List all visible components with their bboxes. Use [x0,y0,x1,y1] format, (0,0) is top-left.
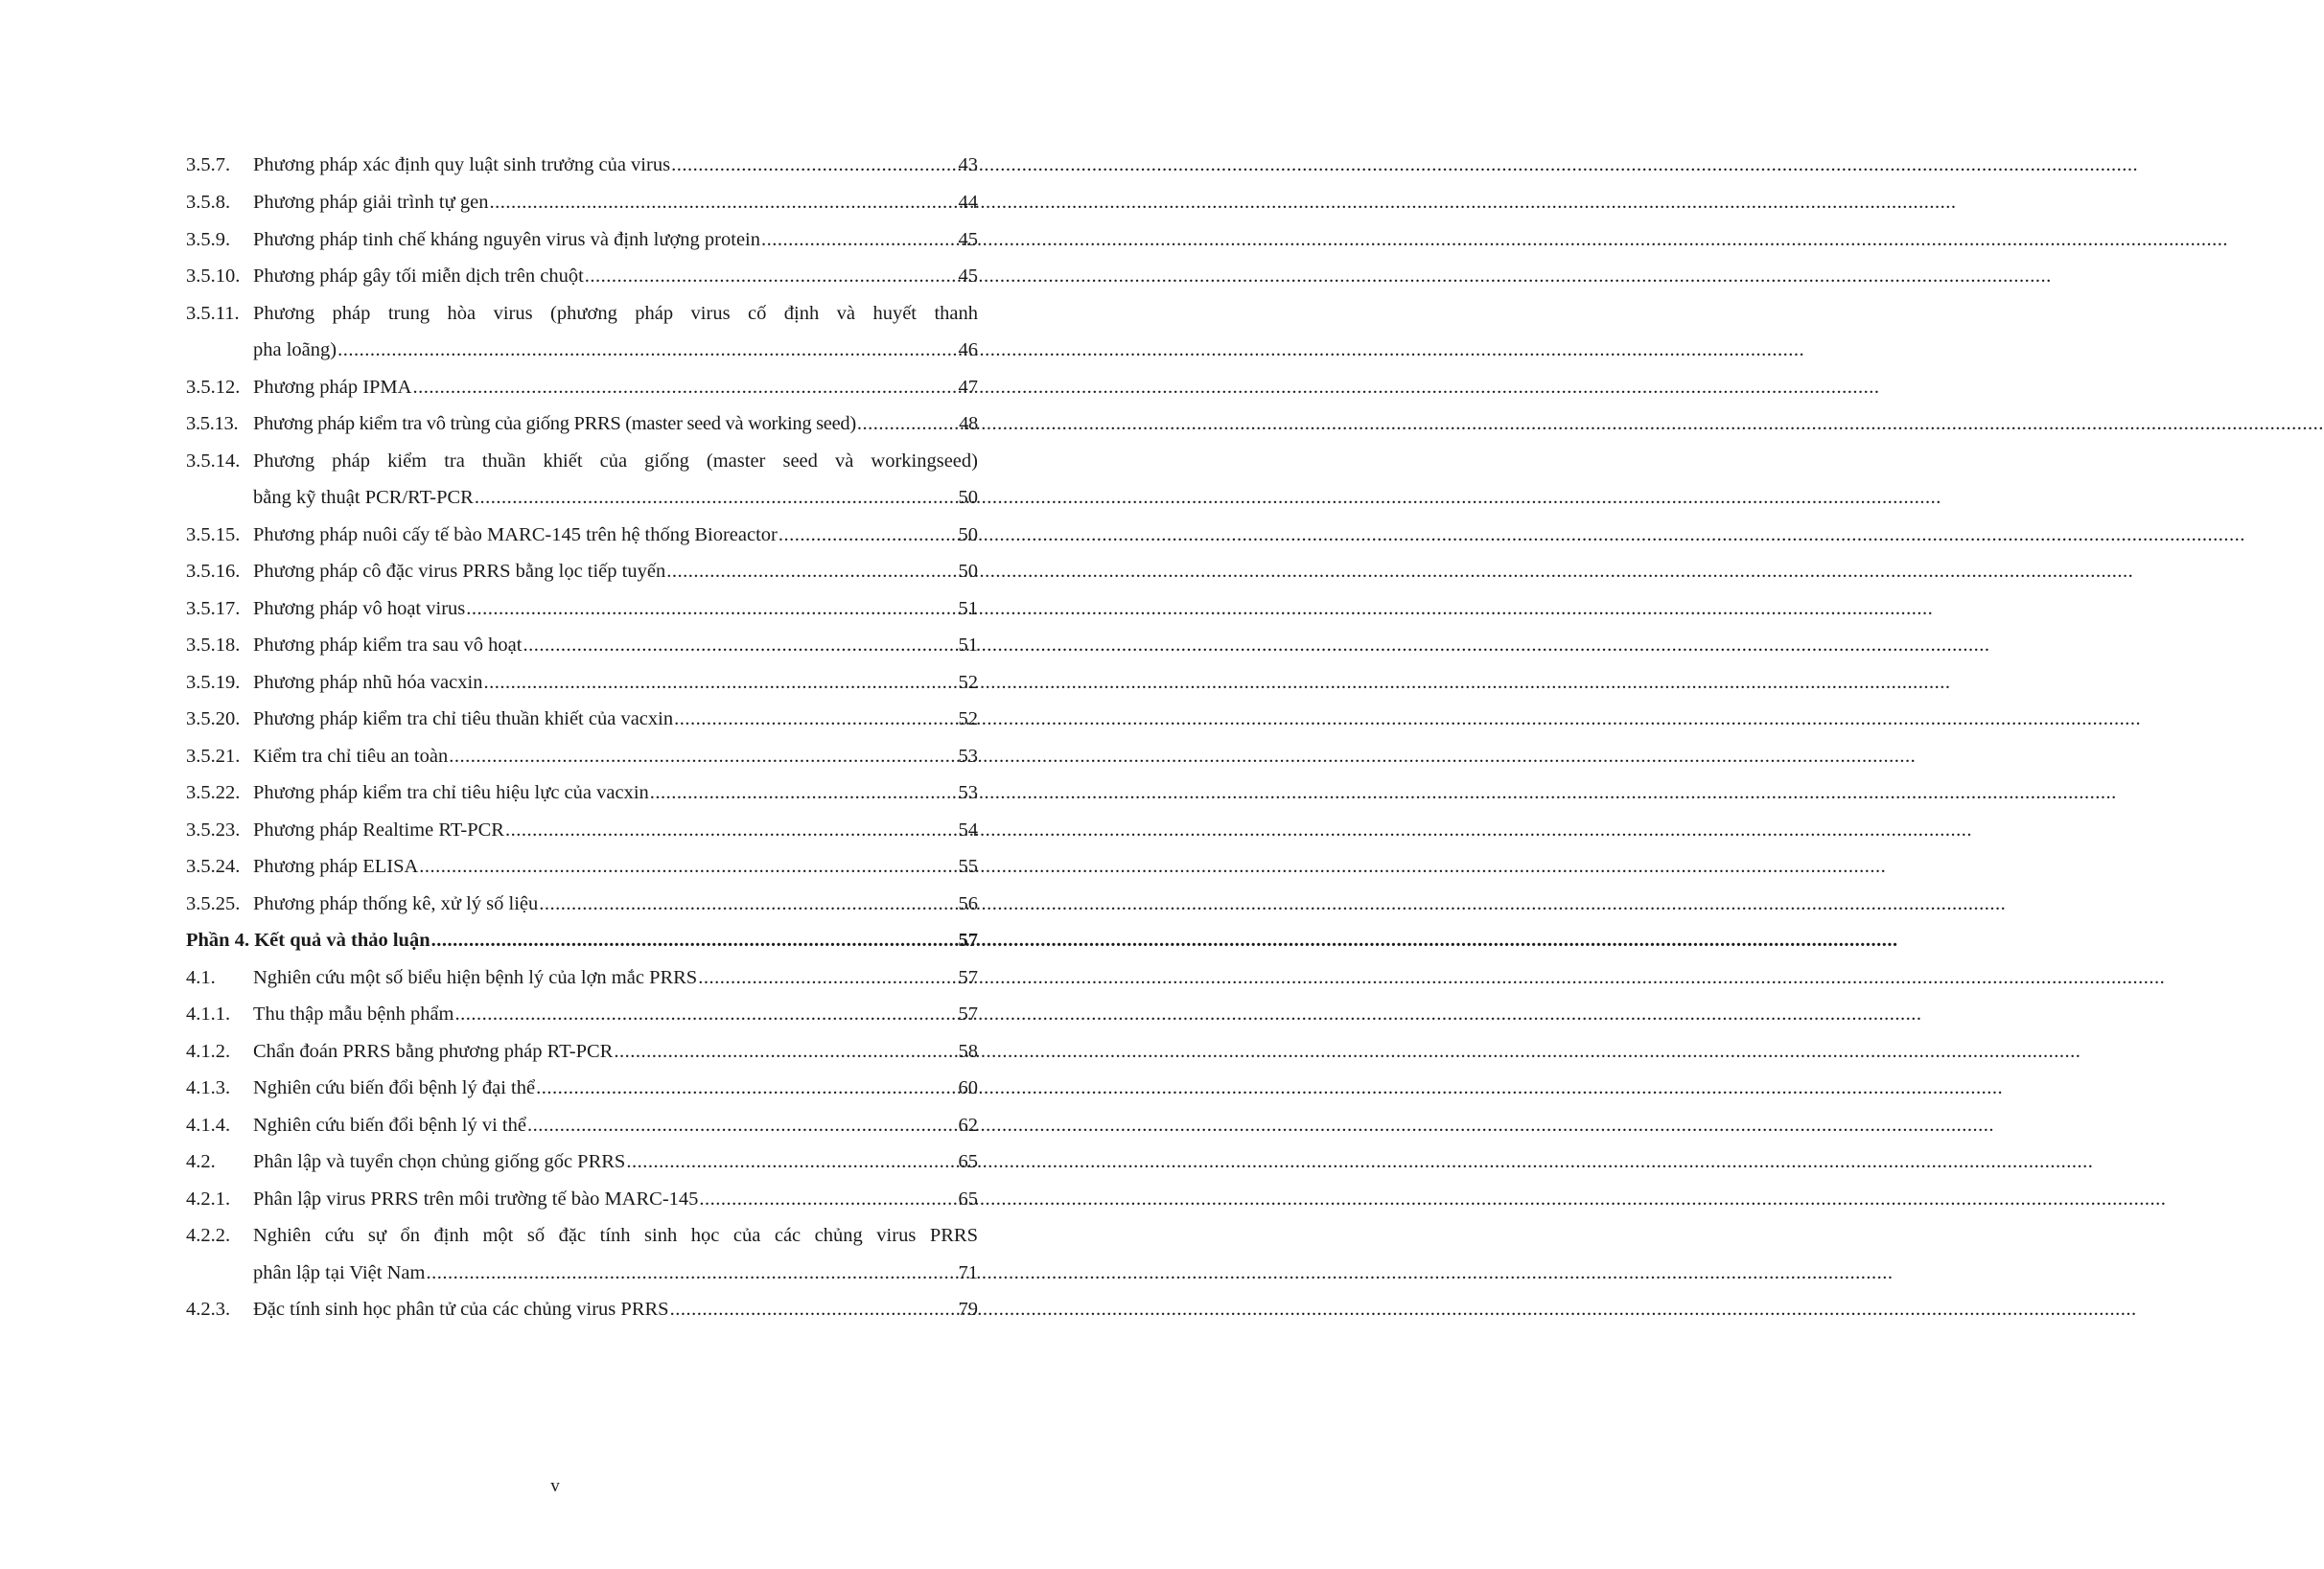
toc-leader-dots [455,1001,956,1027]
toc-entry-title-continuation: bằng kỹ thuật PCR/RT-PCR [253,487,474,508]
toc-entry-number: 3.5.8. [186,192,231,213]
toc-entry-number: 3.5.21. [186,746,241,767]
toc-entry-title: Phương pháp xác định quy luật sinh trưởng của virus [253,154,671,175]
toc-entry-page: 57 [958,930,978,951]
toc-entry-title: Phương pháp kiểm tra chỉ tiêu thuần khiết của vacxin [253,708,674,729]
toc-entry-page: 52 [958,708,978,729]
toc-entry-page: 50 [958,487,978,508]
toc-entry-number: 3.5.11. [186,303,240,324]
toc-entry-title: Nghiên cứu biến đổi bệnh lý vi thể [253,1115,526,1136]
toc-entry-title: Phương pháp kiểm tra vô trùng của giống PRRS (master seed và working seed) [253,413,856,434]
toc-entry-page: 58 [958,1041,978,1062]
toc-entry[interactable] [186,410,978,437]
toc-entry-title: Phương pháp gây tối miễn dịch trên chuột [253,265,584,287]
toc-entry[interactable] [186,1038,978,1065]
toc-entry-title: Phương pháp thống kê, xử lý số liệu [253,893,539,914]
toc-entry-continuation[interactable] [253,336,978,363]
toc-entry-number: 4.1. [186,967,216,988]
toc-entry-title: Phương pháp tinh chế kháng nguyên virus và định lượng protein [253,229,760,250]
toc-leader-dots [431,927,956,954]
toc-entry[interactable] [186,779,978,806]
toc-leader-dots [779,521,956,548]
toc-entry-title: Phương pháp vô hoạt virus [253,598,466,619]
toc-leader-dots [699,1186,956,1212]
toc-entry-number: 4.2.3. [186,1299,231,1320]
toc-entry[interactable] [186,374,978,401]
toc-entry-number: 3.5.19. [186,672,241,693]
toc-entry-page: 79 [958,1299,978,1320]
toc-leader-dots [475,484,956,511]
toc-entry[interactable] [186,521,978,548]
toc-entry-title: Phương pháp giải trình tự gen [253,192,489,213]
toc-entry-page: 45 [958,265,978,287]
toc-entry-page: 57 [958,1004,978,1025]
toc-entry-page: 57 [958,967,978,988]
toc-entry-continuation[interactable] [253,484,978,511]
toc-entry-number: 3.5.15. [186,524,241,545]
toc-leader-dots [857,410,956,437]
toc-entry[interactable] [186,300,978,327]
toc-entry-title: Phương pháp kiểm tra thuần khiết của giống (master seed và workingseed) [253,450,978,472]
toc-entry-title: Chẩn đoán PRRS bằng phương pháp RT-PCR [253,1041,614,1062]
toc-entry-title: Thu thập mẫu bệnh phẩm [253,1004,454,1025]
toc-entry-page: 71 [958,1262,978,1283]
toc-entry-number: 3.5.18. [186,635,241,656]
toc-entry[interactable] [186,1296,978,1323]
toc-entry[interactable] [186,151,978,178]
toc-entry-number: 3.5.23. [186,819,241,841]
toc-entry-title: Phương pháp kiểm tra sau vô hoạt [253,635,523,656]
toc-entry[interactable] [186,189,978,216]
toc-entry-title: Đặc tính sinh học phân tử của các chủng virus PRRS [253,1299,669,1320]
toc-leader-dots [585,263,956,289]
toc-entry-number: 3.5.24. [186,856,241,877]
toc-entry[interactable] [186,1074,978,1101]
toc-leader-dots [337,336,956,363]
toc-entry[interactable] [186,964,978,991]
toc-entry-number: 4.1.1. [186,1004,231,1025]
toc-entry-title: Phần 4. Kết quả và thảo luận [186,930,430,951]
toc-entry-number: 3.5.17. [186,598,241,619]
toc-entry-number: 3.5.25. [186,893,241,914]
toc-leader-dots [674,705,956,732]
toc-leader-dots [626,1148,956,1175]
toc-entry[interactable] [186,890,978,917]
toc-entry-page: 65 [958,1188,978,1210]
toc-entry-page: 46 [958,339,978,360]
toc-entry-number: 4.1.3. [186,1077,231,1098]
toc-entry-page: 53 [958,782,978,803]
toc-entry-page: 65 [958,1151,978,1172]
toc-entry[interactable] [186,226,978,253]
toc-leader-dots [536,1074,956,1101]
toc-leader-dots [698,964,956,991]
toc-entry-title: Phương pháp cô đặc virus PRRS bằng lọc tiếp tuyến [253,561,666,582]
toc-entry-page: 47 [958,377,978,398]
toc-entry-page: 48 [959,413,978,434]
toc-entry-title: Phương pháp nhũ hóa vacxin [253,672,483,693]
toc-entry-number: 3.5.14. [186,450,241,472]
toc-entry-title: Nghiên cứu sự ổn định một số đặc tính sinh học của các chủng virus PRRS [253,1225,978,1246]
toc-entry-number: 4.2.2. [186,1225,231,1246]
toc-leader-dots [539,890,956,917]
toc-entry-number: 4.2. [186,1151,216,1172]
toc-entry-title: Phương pháp IPMA [253,377,412,398]
toc-entry-page: 54 [958,819,978,841]
toc-entry[interactable] [186,595,978,622]
toc-leader-dots [523,632,956,658]
toc-entry[interactable] [186,448,978,474]
toc-leader-dots [426,1259,956,1286]
toc-entry[interactable] [186,1148,978,1175]
toc-entry-page: 53 [958,746,978,767]
toc-entry-page: 55 [958,856,978,877]
toc-entry-page: 44 [958,192,978,213]
toc-entry-number: 3.5.9. [186,229,231,250]
toc-leader-dots [527,1112,956,1139]
toc-entry-title: Nghiên cứu biến đổi bệnh lý đại thể [253,1077,536,1098]
toc-entry-page: 62 [958,1115,978,1136]
toc-entry-page: 60 [958,1077,978,1098]
toc-entry-page: 51 [958,598,978,619]
toc-entry-number: 3.5.20. [186,708,241,729]
toc-entry[interactable] [186,1186,978,1212]
toc-entry[interactable] [186,743,978,770]
toc-leader-dots [449,743,956,770]
toc-entry[interactable] [186,705,978,732]
toc-entry[interactable] [186,1222,978,1249]
toc-entry[interactable] [186,632,978,658]
toc-entry-number: 4.1.4. [186,1115,231,1136]
toc-entry-title: Phân lập và tuyển chọn chủng giống gốc PRRS [253,1151,626,1172]
toc-leader-dots [666,558,956,585]
toc-entry-title: Phương pháp ELISA [253,856,419,877]
toc-leader-dots [489,189,956,216]
toc-leader-dots [650,779,956,806]
table-of-contents [0,0,1110,1569]
toc-leader-dots [412,374,956,401]
toc-entry[interactable] [186,669,978,696]
toc-entry-page: 45 [958,229,978,250]
toc-entry[interactable] [186,1001,978,1027]
toc-leader-dots [483,669,956,696]
toc-entry-title-continuation: pha loãng) [253,339,337,360]
toc-entry-page: 50 [958,524,978,545]
toc-leader-dots [505,817,956,843]
toc-entry[interactable] [186,853,978,880]
toc-leader-dots [761,226,956,253]
toc-leader-dots [614,1038,956,1065]
toc-entry-page: 56 [958,893,978,914]
toc-entry-continuation[interactable] [253,1259,978,1286]
toc-entry-number: 3.5.10. [186,265,241,287]
toc-entry-title: Phương pháp Realtime RT-PCR [253,819,504,841]
toc-leader-dots [671,151,956,178]
toc-entry-title: Phân lập virus PRRS trên môi trường tế bào MARC-145 [253,1188,699,1210]
page-number: v [550,1476,560,1496]
toc-entry-page: 51 [958,635,978,656]
toc-entry-number: 3.5.12. [186,377,241,398]
toc-entry-title-continuation: phân lập tại Việt Nam [253,1262,426,1283]
toc-entry-number: 3.5.22. [186,782,241,803]
toc-entry[interactable] [186,817,978,843]
toc-entry-title: Phương pháp kiểm tra chỉ tiêu hiệu lực của vacxin [253,782,649,803]
toc-entry[interactable] [186,263,978,289]
toc-leader-dots [670,1296,956,1323]
toc-entry-title: Phương pháp nuôi cấy tế bào MARC-145 trên hệ thống Bioreactor [253,524,778,545]
toc-entry-number: 3.5.16. [186,561,241,582]
toc-entry-number: 4.2.1. [186,1188,231,1210]
toc-entry-number: 3.5.7. [186,154,231,175]
toc-entry-page: 50 [958,561,978,582]
toc-entry-number: 4.1.2. [186,1041,231,1062]
toc-leader-dots [466,595,956,622]
toc-entry-title: Nghiên cứu một số biểu hiện bệnh lý của lợn mắc PRRS [253,967,698,988]
toc-entry[interactable] [186,1112,978,1139]
toc-entry-page: 52 [958,672,978,693]
toc-entry[interactable] [186,558,978,585]
toc-entry-title: Phương pháp trung hòa virus (phương pháp virus cố định và huyết thanh [253,303,978,324]
toc-leader-dots [419,853,956,880]
toc-entry-number: 3.5.13. [186,413,239,434]
toc-section-heading[interactable] [186,927,978,954]
toc-entry-title: Kiểm tra chỉ tiêu an toàn [253,746,449,767]
toc-entry-page: 43 [958,154,978,175]
